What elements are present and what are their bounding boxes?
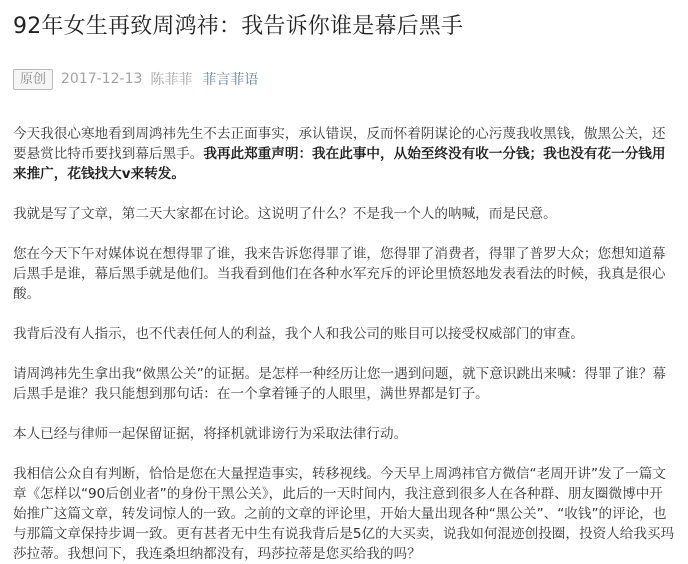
paragraph-7: 我相信公众自有判断，恰恰是您在大量捏造事实，转移视线。今天早上周鸿祎官方微信“老周开讲”发了一篇文章《怎样以“90后创业者”的身份干黑公关》，此后的一天时间内，我注意到很多人在各种群、朋友圈微博中开始推广这篇文章，转发词惊人的一致。之前的文章的评论里，开始大量出现各种“黑公关”、“收钱”的评论，也与那篇文章保持步调一致。更有甚者无中生有说我背后是5亿的大买卖，说我如何混迹创投圈，投资人给我买玛莎拉蒂。我想问下，我连桑坦纳都没有，玛莎拉蒂是您买给我的吗？ <box>13 466 675 562</box>
paragraph-6: 本人已经与律师一起保留证据，将择机就诽谤行为采取法律行动。 <box>13 426 408 442</box>
account-name-link[interactable]: 菲言菲语 <box>202 72 259 88</box>
original-badge: 原创 <box>13 69 53 90</box>
paragraph-1-bold-statement: 我再此郑重声明：我在此事中，从始至终没有收一分钱；我也没有花一分钱用来推广，花钱找大v来转发。 <box>13 146 666 182</box>
article-meta <box>13 68 676 90</box>
author-name: 陈菲菲 <box>150 72 193 88</box>
article-body <box>13 124 676 564</box>
paragraph-1 <box>13 124 676 184</box>
paragraph-4: 我背后没有人指示，也不代表任何人的利益，我个人和我公司的账目可以接受权威部门的审查。 <box>13 326 584 342</box>
paragraph-1-text: 今天我很心寒地看到周鸿祎先生不去正面事实，承认错误，反而怀着阴谋论的心污蔑我收黑钱，傲黑公关，还要悬赏比特币要找到幕后黑手。 <box>13 126 666 162</box>
paragraph-5: 请周鸿祎先生拿出我“傚黑公关”的证据。是怎样一种经历让您一遇到问题，就下意识跳出来喊：得罪了谁？幕后黑手是谁？我只能想到那句话：在一个拿着锤子的人眼里，满世界都是钉子。 <box>13 366 666 402</box>
article-title: 92年女生再致周鸿祎：我告诉你谁是幕后黑手 <box>13 14 464 39</box>
publish-date: 2017-12-13 <box>61 71 143 87</box>
paragraph-3: 您在今天下午对媒体说在想得罪了谁，我来告诉您得罪了谁，您得罪了消费者，得罪了普罗大众；您想知道幕后黑手是谁，幕后黑手就是他们。当我看到他们在各种水军充斥的评论里愤怒地发表看法的时候，我真是很心酸。 <box>13 246 666 302</box>
paragraph-2: 我就是写了文章，第二天大家都在讨论。这说明了什么？不是我一个人的呐喊，而是民意。 <box>13 206 557 222</box>
